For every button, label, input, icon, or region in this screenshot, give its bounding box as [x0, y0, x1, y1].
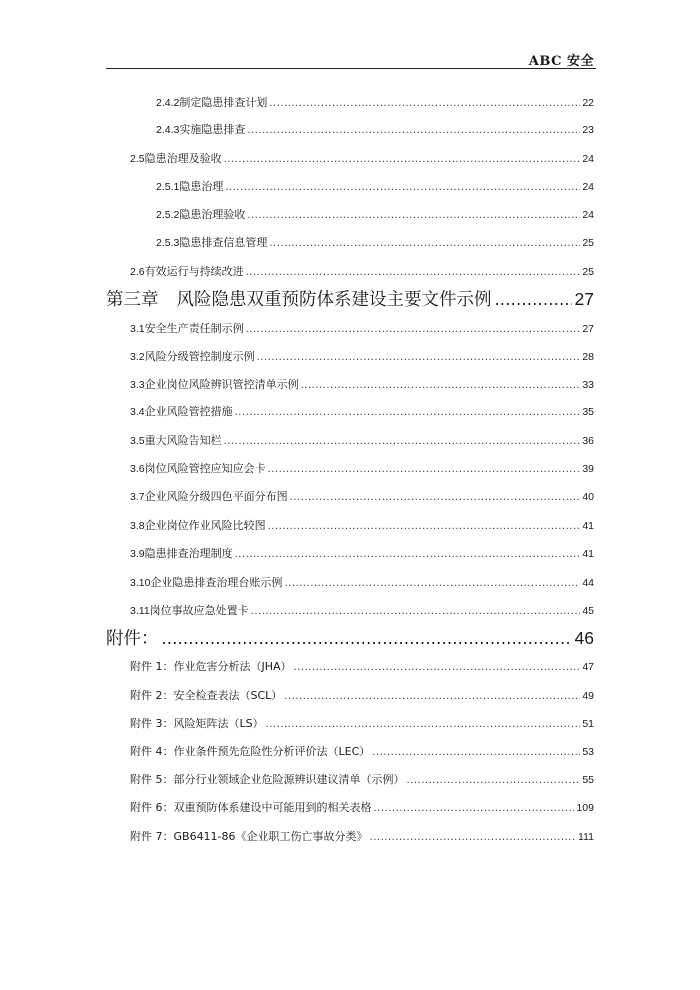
dot-leader: [224, 434, 581, 450]
toc-entry-2-4-2[interactable]: [156, 95, 594, 111]
toc-entry-3-11[interactable]: [130, 603, 594, 619]
dot-leader: [294, 660, 581, 676]
toc-entry-title: 企业风险分级四色平面分布图: [144, 490, 288, 503]
toc-entry-number: 2.5.2: [156, 209, 180, 221]
toc-appendix-7[interactable]: [130, 829, 594, 845]
toc-entry-title: 有效运行与持续改进: [144, 265, 244, 278]
dot-leader: [246, 322, 581, 338]
toc-entry-title: 制定隐患排查计划: [179, 96, 268, 109]
toc-entry-number: 3.10: [130, 577, 151, 589]
toc-entry-3-3[interactable]: [130, 377, 594, 393]
toc-entry-number: 3.2: [130, 351, 145, 363]
dot-leader: [246, 265, 581, 281]
dot-leader: [269, 96, 580, 112]
toc-entry-title: 附件 2：安全检查表法（SCL）: [130, 689, 283, 702]
toc-entry-number: 3.1: [130, 323, 145, 335]
toc-entry-3-2[interactable]: [130, 349, 594, 365]
toc-entry-3-9[interactable]: [130, 546, 594, 562]
toc-chapter-page: 27: [574, 289, 594, 309]
dot-leader: [407, 773, 581, 789]
toc-entry-2-4-3[interactable]: [156, 122, 594, 138]
toc-entry-title: 附件 7：GB6411-86《企业职工伤亡事故分类》: [130, 830, 368, 843]
toc-entry-page: 22: [582, 97, 594, 109]
dot-leader: [269, 236, 580, 252]
toc-entry-3-6[interactable]: [130, 461, 594, 477]
toc-entry-title: 隐患治理: [179, 180, 224, 193]
toc-entry-page: 41: [582, 548, 594, 560]
dot-leader: [374, 801, 575, 817]
toc-entry-title: 企业风险管控措施: [144, 405, 233, 418]
toc-entry-number: 3.8: [130, 520, 145, 532]
toc-entry-page: 35: [582, 406, 594, 418]
toc-entry-page: 55: [582, 774, 594, 786]
toc-entry-page: 24: [582, 153, 594, 165]
toc-entry-title: 岗位事故应急处置卡: [149, 604, 249, 617]
toc-entry-3-10[interactable]: [130, 575, 594, 591]
toc-entry-title: 实施隐患排查: [179, 123, 246, 136]
toc-entry-number: 3.5: [130, 435, 145, 447]
toc-entry-number: 3.7: [130, 491, 145, 503]
toc-entry-title: 安全生产责任制示例: [144, 322, 244, 335]
toc-entry-title: 重大风险告知栏: [144, 434, 222, 447]
toc-entry-page: 39: [582, 463, 594, 475]
toc-entry-page: 45: [582, 605, 594, 617]
toc-entry-title: 附件 3：风险矩阵法（LS）: [130, 717, 264, 730]
dot-leader: [268, 519, 581, 535]
toc-entry-page: 53: [582, 746, 594, 758]
toc-appendix-6[interactable]: [130, 800, 594, 816]
toc-entry-page: 41: [582, 520, 594, 532]
toc-entry-page: 27: [582, 323, 594, 335]
dot-leader: [251, 604, 581, 620]
toc-entry-2-5-1[interactable]: [156, 179, 594, 195]
toc-entry-page: 25: [582, 237, 594, 249]
dot-leader: [495, 287, 572, 313]
dot-leader: [290, 490, 581, 506]
toc-entry-2-6[interactable]: [130, 264, 594, 280]
toc-entry-number: 2.5.1: [156, 181, 180, 193]
toc-appendix-heading[interactable]: [106, 625, 594, 651]
toc-appendix-title: 附件：: [106, 629, 159, 649]
toc-appendix-3[interactable]: [130, 716, 594, 732]
toc-entry-2-5[interactable]: [130, 151, 594, 167]
toc-entry-title: 隐患排查信息管理: [179, 236, 268, 249]
dot-leader: [284, 689, 580, 705]
toc-entry-number: 2.5: [130, 153, 145, 165]
toc-entry-3-1[interactable]: [130, 321, 594, 337]
toc-appendix-2[interactable]: [130, 688, 594, 704]
toc-entry-3-7[interactable]: [130, 489, 594, 505]
toc-appendix-5[interactable]: [130, 772, 594, 788]
toc-entry-page: 24: [582, 209, 594, 221]
toc-entry-number: 2.4.2: [156, 97, 180, 109]
toc-entry-page: 51: [582, 718, 594, 730]
toc-entry-2-5-2[interactable]: [156, 207, 594, 223]
toc-entry-title: 附件 5：部分行业领域企业危险源辨识建议清单（示例）: [130, 773, 405, 786]
toc-entry-3-5[interactable]: [130, 433, 594, 449]
toc-appendix-1[interactable]: [130, 659, 594, 675]
toc-entry-page: 25: [582, 266, 594, 278]
dot-leader: [268, 462, 581, 478]
dot-leader: [247, 123, 580, 139]
toc-entry-title: 企业岗位作业风险比较图: [144, 519, 266, 532]
toc-entry-2-5-3[interactable]: [156, 235, 594, 251]
toc-appendix-page: 46: [574, 628, 594, 648]
toc-entry-page: 23: [582, 124, 594, 136]
toc-entry-page: 47: [582, 661, 594, 673]
dot-leader: [224, 152, 581, 168]
dot-leader: [235, 547, 581, 563]
toc-entry-title: 风险分级管控制度示例: [144, 350, 255, 363]
toc-entry-title: 隐患治理验收: [179, 208, 246, 221]
toc-entry-3-4[interactable]: [130, 404, 594, 420]
dot-leader: [284, 576, 580, 592]
toc-entry-title: 附件 1：作业危害分析法（JHA）: [130, 660, 292, 673]
toc-entry-page: 40: [582, 491, 594, 503]
toc-entry-number: 3.11: [130, 605, 150, 617]
toc-entry-title: 隐患排查治理制度: [144, 547, 233, 560]
toc-chapter-number: 第三章: [106, 290, 159, 310]
toc-entry-number: 3.9: [130, 548, 145, 560]
dot-leader: [266, 717, 581, 733]
dot-leader: [370, 830, 577, 846]
toc-entry-page: 109: [576, 802, 594, 814]
toc-entry-title: 附件 6：双重预防体系建设中可能用到的相关表格: [130, 801, 372, 814]
toc-entry-title: 企业隐患排查治理台账示例: [150, 576, 283, 589]
dot-leader: [235, 405, 581, 421]
dot-leader: [372, 745, 580, 761]
toc-entry-title: 隐患治理及验收: [144, 152, 222, 165]
dot-leader: [225, 180, 580, 196]
toc-entry-number: 2.4.3: [156, 124, 180, 136]
toc-entry-title: 岗位风险管控应知应会卡: [144, 462, 266, 475]
toc-entry-page: 44: [582, 577, 594, 589]
dot-leader: [247, 208, 580, 224]
toc-entry-page: 24: [582, 181, 594, 193]
toc-entry-number: 2.6: [130, 266, 145, 278]
toc-entry-page: 28: [582, 351, 594, 363]
toc-chapter-3[interactable]: [106, 286, 594, 312]
toc-entry-3-8[interactable]: [130, 518, 594, 534]
toc-entry-number: 3.3: [130, 379, 145, 391]
dot-leader: [301, 378, 581, 394]
toc-entry-page: 49: [582, 690, 594, 702]
dot-leader: [257, 350, 581, 366]
header-rule: [106, 68, 596, 69]
header-title: ABC 安全: [528, 54, 594, 69]
toc-entry-page: 36: [582, 435, 594, 447]
toc-entry-title: 企业岗位风险辨识管控清单示例: [144, 378, 299, 391]
toc-appendix-4[interactable]: [130, 744, 594, 760]
toc-chapter-title: 风险隐患双重预防体系建设主要文件示例: [176, 290, 492, 310]
toc-entry-page: 111: [578, 831, 594, 843]
toc-entry-page: 33: [582, 379, 594, 391]
toc-entry-title: 附件 4：作业条件预先危险性分析评价法（LEC）: [130, 745, 371, 758]
toc-entry-number: 2.5.3: [156, 237, 180, 249]
toc-entry-number: 3.6: [130, 463, 145, 475]
dot-leader: [162, 626, 572, 652]
toc-entry-number: 3.4: [130, 406, 145, 418]
